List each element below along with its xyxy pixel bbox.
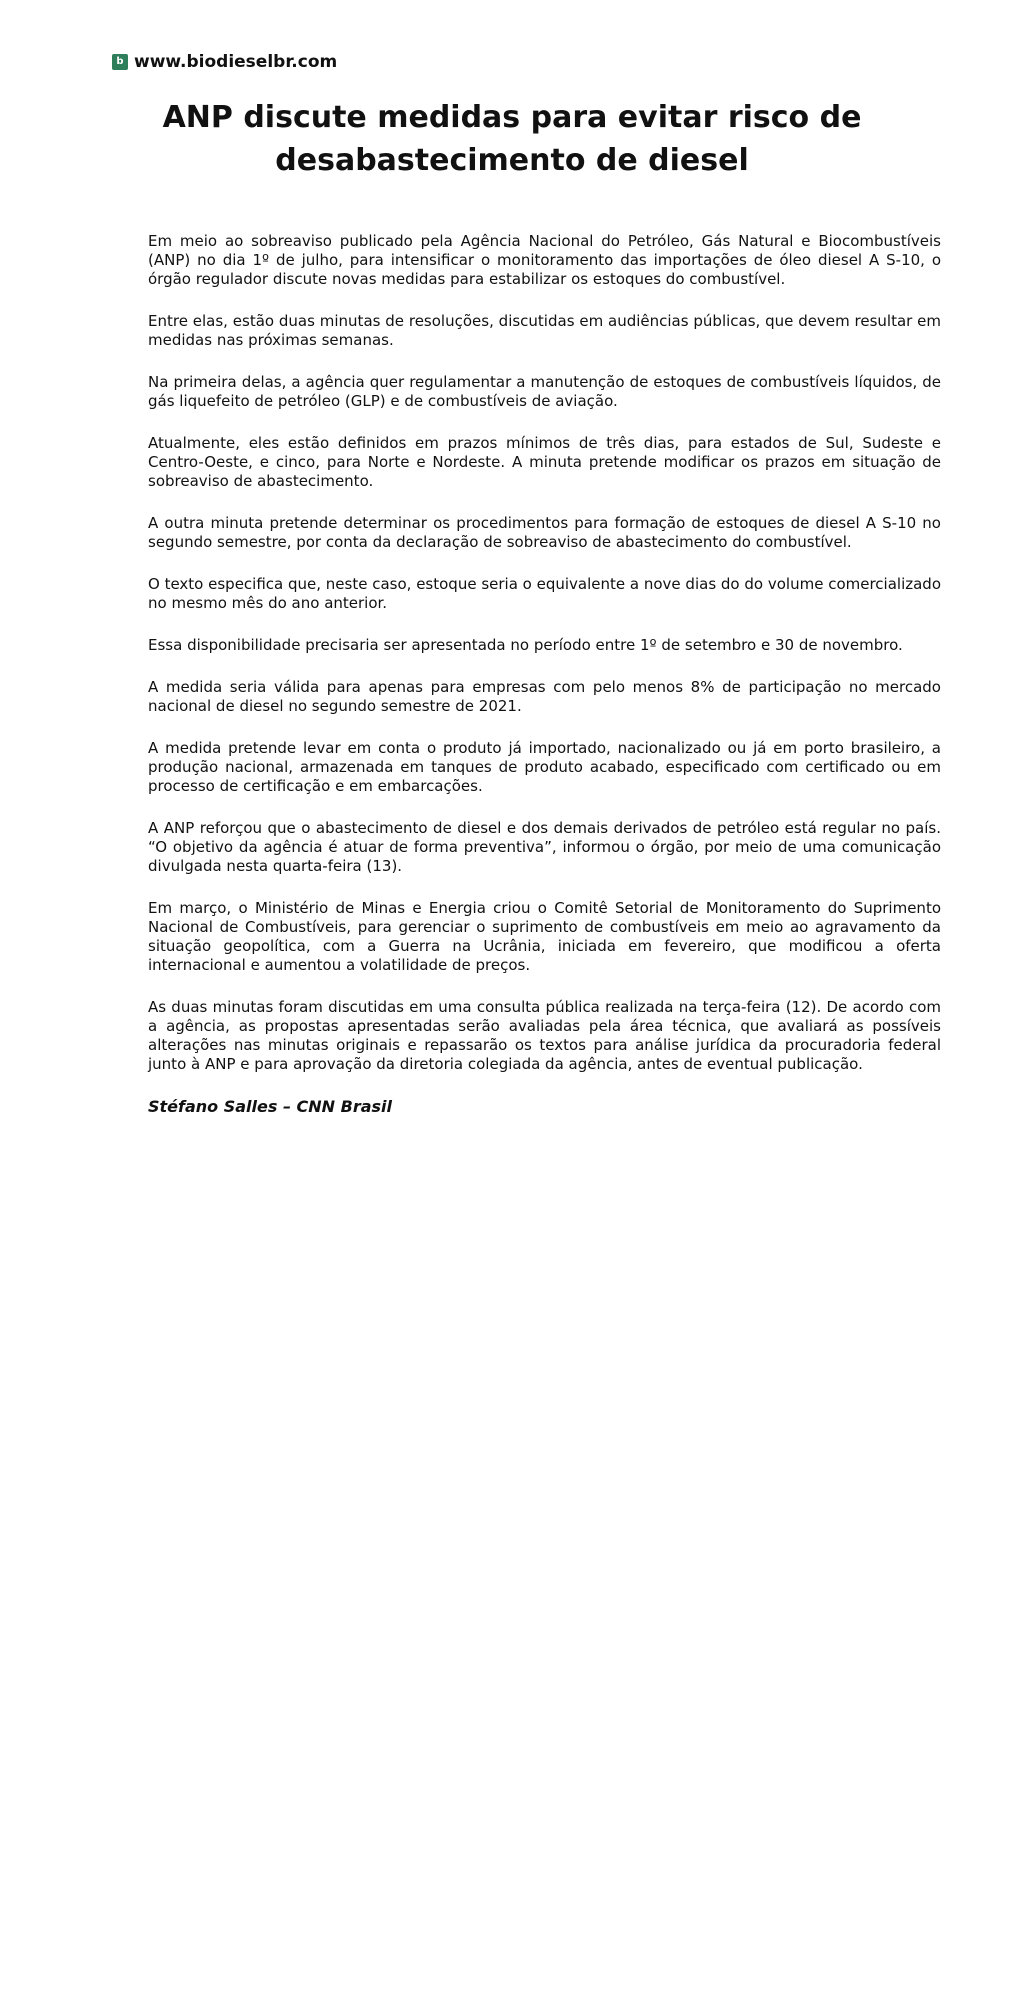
article-author: Stéfano Salles – CNN Brasil (148, 1097, 393, 1116)
article-paragraph: Na primeira delas, a agência quer regulamentar a manutenção de estoques de combustíveis líquidos, de gás liquefeito de petróleo (GLP) e de combustíveis de aviação. (148, 373, 941, 410)
article-paragraph: A ANP reforçou que o abastecimento de diesel e dos demais derivados de petróleo está regular no país. “O objetivo da agência é atuar de forma preventiva”, informou o órgão, por meio de uma comunicação divulgada nesta quarta-feira (13). (148, 819, 941, 875)
article-paragraph: Essa disponibilidade precisaria ser apresentada no período entre 1º de setembro e 30 de novembro. (148, 636, 903, 654)
article-paragraph: A medida pretende levar em conta o produto já importado, nacionalizado ou já em porto brasileiro, a produção nacional, armazenada em tanques de produto acabado, especificado com certificado ou em processo de certificação e em embarcações. (148, 739, 941, 795)
article-paragraph: Entre elas, estão duas minutas de resoluções, discutidas em audiências públicas, que devem resultar em medidas nas próximas semanas. (148, 312, 941, 349)
site-logo-icon: b (112, 54, 128, 70)
article-paragraph: As duas minutas foram discutidas em uma consulta pública realizada na terça-feira (12). De acordo com a agência, as propostas apresentadas serão avaliadas pela área técnica, que avaliará as possíveis alterações nas minutas originais e repassarão os textos para análise jurídica da procuradoria federal junto à ANP e para aprovação da diretoria colegiada da agência, antes de eventual publicação. (148, 998, 941, 1073)
article-paragraph: O texto especifica que, neste caso, estoque seria o equivalente a nove dias do do volume comercializado no mesmo mês do ano anterior. (148, 575, 941, 612)
article-paragraph: Atualmente, eles estão definidos em prazos mínimos de três dias, para estados de Sul, Sudeste e Centro-Oeste, e cinco, para Norte e Nordeste. A minuta pretende modificar os prazos em situação de sobreaviso de abastecimento. (148, 434, 941, 490)
article-paragraph: Em março, o Ministério de Minas e Energia criou o Comitê Setorial de Monitoramento do Suprimento Nacional de Combustíveis, para gerenciar o suprimento de combustíveis em meio ao agravamento da situação geopolítica, com a Guerra na Ucrânia, iniciada em fevereiro, que modificou a oferta internacional e aumentou a volatilidade de preços. (148, 899, 941, 974)
article-body (148, 232, 941, 1139)
article-paragraph: A medida seria válida para apenas para empresas com pelo menos 8% de participação no mercado nacional de diesel no segundo semestre de 2021. (148, 678, 941, 715)
article-title: ANP discute medidas para evitar risco de desabastecimento de diesel (162, 100, 862, 178)
article-paragraph: A outra minuta pretende determinar os procedimentos para formação de estoques de diesel A S-10 no segundo semestre, por conta da declaração de sobreaviso de abastecimento do combustível. (148, 514, 941, 551)
site-header (112, 52, 337, 72)
site-url: www.biodieselbr.com (134, 52, 338, 72)
article-paragraph: Em meio ao sobreaviso publicado pela Agência Nacional do Petróleo, Gás Natural e Biocombustíveis (ANP) no dia 1º de julho, para intensificar o monitoramento das importações de óleo diesel A S-10, o órgão regulador discute novas medidas para estabilizar os estoques do combustível. (148, 232, 941, 288)
